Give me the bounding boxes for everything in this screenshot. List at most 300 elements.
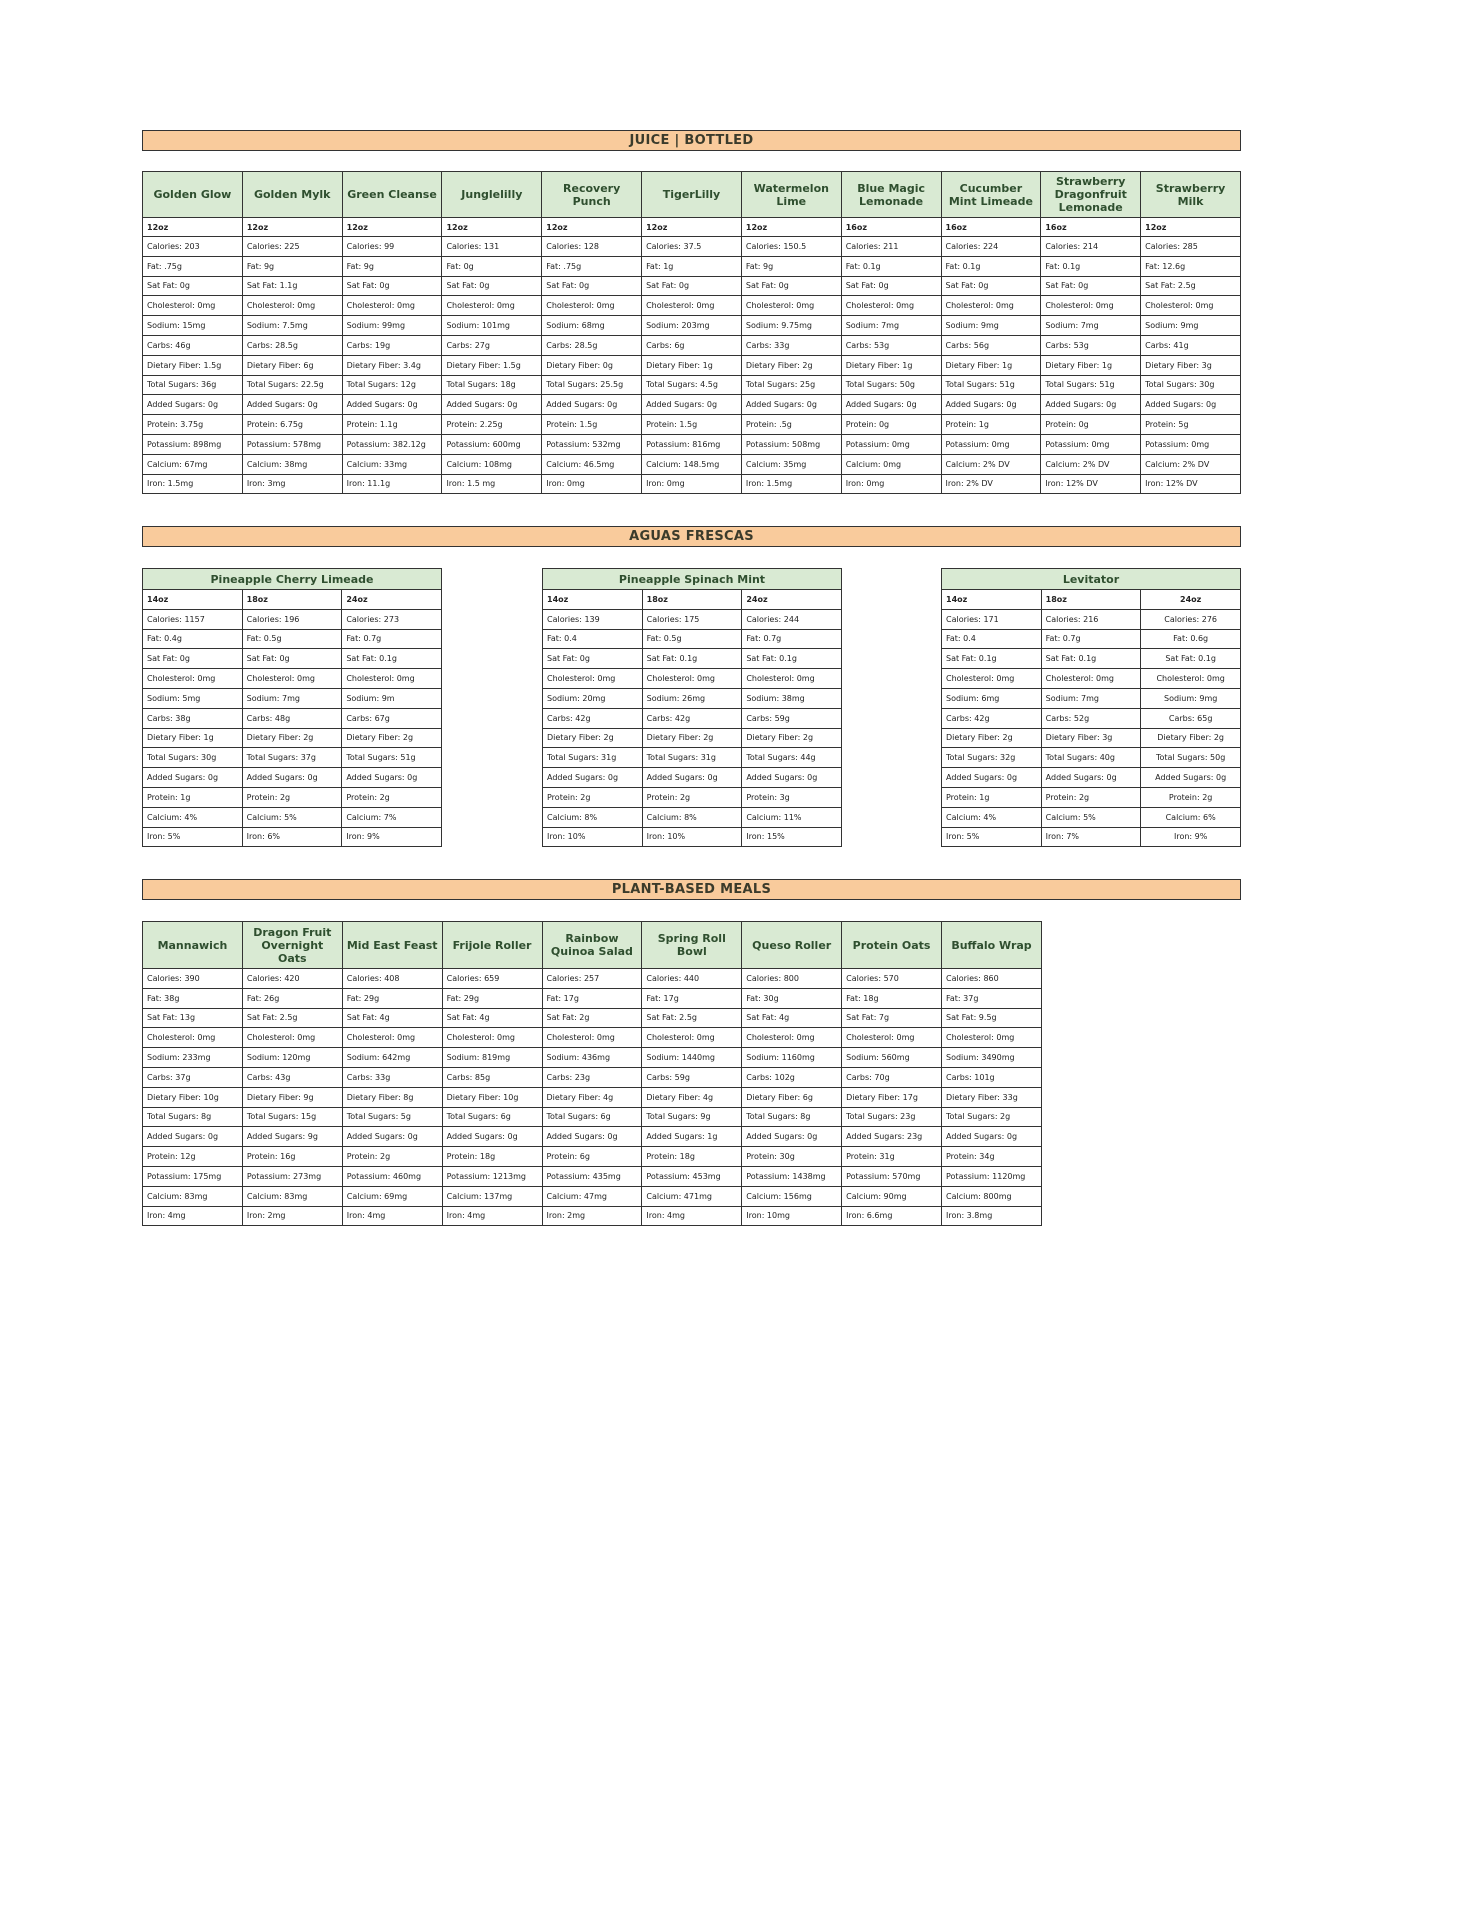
juice-cell: Calories: 203 [143,237,243,257]
meal-column-header: Mid East Feast [342,922,442,969]
juice-cell: Added Sugars: 0g [1141,395,1241,415]
meal-cell: Dietary Fiber: 10g [143,1087,243,1107]
juice-cell: Sodium: 101mg [442,316,542,336]
agua-nutrient-row [942,688,1241,708]
juice-cell: Fat: 1g [642,256,742,276]
juice-cell: Protein: 1.1g [342,415,442,435]
meal-cell: Sat Fat: 4g [742,1008,842,1028]
meal-cell: Carbs: 23g [542,1067,642,1087]
agua-cell: Cholesterol: 0mg [1141,669,1241,689]
meal-cell: Dietary Fiber: 9g [242,1087,342,1107]
agua-cell: Sodium: 9mg [1141,688,1241,708]
juice-cell: Added Sugars: 0g [841,395,941,415]
meal-cell: Cholesterol: 0mg [942,1028,1042,1048]
agua-cell: Sat Fat: 0.1g [942,649,1042,669]
agua-cell: Sat Fat: 0.1g [342,649,442,669]
juice-cell: Sat Fat: 0g [741,276,841,296]
juice-cell: Cholesterol: 0mg [1141,296,1241,316]
meal-cell: Sodium: 233mg [143,1048,243,1068]
meal-cell: Fat: 18g [842,988,942,1008]
juice-cell: Dietary Fiber: 2g [741,355,841,375]
juice-cell: Added Sugars: 0g [242,395,342,415]
juice-cell: Fat: 9g [342,256,442,276]
meal-cell: Total Sugars: 8g [143,1107,243,1127]
agua-cell: Fat: 0.7g [1041,629,1141,649]
meal-nutrient-row [143,1166,1042,1186]
juice-cell: Calcium: 33mg [342,454,442,474]
agua-nutrient-row [543,768,842,788]
meal-cell: Carbs: 85g [442,1067,542,1087]
agua-cell: Iron: 9% [342,827,442,847]
juice-cell: Total Sugars: 36g [143,375,243,395]
meals-section-title: PLANT-BASED MEALS [142,879,1241,900]
agua-nutrient-row [143,609,442,629]
meal-cell: Potassium: 1120mg [942,1166,1042,1186]
agua-nutrient-row [543,728,842,748]
juice-cell: Calcium: 2% DV [1041,454,1141,474]
agua-drink-name: Pineapple Cherry Limeade [143,569,442,590]
juice-cell: 12oz [1141,218,1241,237]
juice-cell: Iron: 2% DV [941,474,1041,494]
juice-nutrient-row [143,237,1241,257]
agua-cell: Total Sugars: 31g [642,748,742,768]
juice-nutrient-row [143,395,1241,415]
agua-cell: Cholesterol: 0mg [1041,669,1141,689]
meal-nutrient-row [143,969,1042,989]
meal-cell: Added Sugars: 0g [742,1127,842,1147]
meal-cell: Dietary Fiber: 10g [442,1087,542,1107]
meal-cell: Sat Fat: 9.5g [942,1008,1042,1028]
agua-cell: 18oz [242,590,342,610]
juice-column-header: Recovery Punch [542,172,642,218]
meal-cell: Calories: 659 [442,969,542,989]
juice-cell: Cholesterol: 0mg [841,296,941,316]
meal-column-header: Dragon Fruit Overnight Oats [242,922,342,969]
meal-cell: Fat: 29g [342,988,442,1008]
juice-cell: 12oz [442,218,542,237]
meal-cell: Iron: 4mg [143,1206,243,1226]
juice-cell: Cholesterol: 0mg [542,296,642,316]
juice-cell: Added Sugars: 0g [741,395,841,415]
agua-cell: Calcium: 6% [1141,807,1241,827]
meal-cell: Protein: 16g [242,1147,342,1167]
agua-cell: Calcium: 7% [342,807,442,827]
juice-cell: Carbs: 19g [342,335,442,355]
juice-cell: Dietary Fiber: 1g [941,355,1041,375]
juice-nutrient-row [143,375,1241,395]
meal-cell: Cholesterol: 0mg [442,1028,542,1048]
meal-column-header: Frijole Roller [442,922,542,969]
agua-cell: Iron: 7% [1041,827,1141,847]
agua-title-row [143,569,442,590]
meal-cell: Potassium: 453mg [642,1166,742,1186]
meal-nutrient-row [143,1028,1042,1048]
agua-cell: Sat Fat: 0g [242,649,342,669]
agua-cell: Protein: 2g [342,787,442,807]
juice-cell: Iron: 0mg [642,474,742,494]
juice-cell: Iron: 11.1g [342,474,442,494]
juice-cell: Cholesterol: 0mg [242,296,342,316]
agua-cell: Protein: 2g [1041,787,1141,807]
agua-cell: Fat: 0.4g [143,629,243,649]
juice-cell: Dietary Fiber: 6g [242,355,342,375]
agua-cell: Calories: 244 [742,609,842,629]
juice-cell: Calcium: 67mg [143,454,243,474]
meal-cell: Sodium: 1440mg [642,1048,742,1068]
agua-nutrient-row [942,609,1241,629]
juice-cell: Protein: 3.75g [143,415,243,435]
juice-cell: Fat: 0.1g [841,256,941,276]
juice-cell: 12oz [642,218,742,237]
meal-cell: Potassium: 435mg [542,1166,642,1186]
juice-nutrient-row [143,434,1241,454]
juice-cell: 12oz [242,218,342,237]
agua-cell: 24oz [742,590,842,610]
agua-nutrient-row [543,688,842,708]
agua-cell: Dietary Fiber: 2g [342,728,442,748]
agua-cell: Total Sugars: 32g [942,748,1042,768]
meal-cell: Iron: 4mg [442,1206,542,1226]
juice-cell: Protein: 0g [1041,415,1141,435]
juice-cell: Potassium: 532mg [542,434,642,454]
agua-cell: Carbs: 52g [1041,708,1141,728]
juice-cell: Sodium: 68mg [542,316,642,336]
juice-nutrient-row [143,335,1241,355]
agua-cell: Calcium: 5% [1041,807,1141,827]
juice-cell: Cholesterol: 0mg [642,296,742,316]
agua-cell: 14oz [543,590,643,610]
meal-cell: Potassium: 570mg [842,1166,942,1186]
agua-cell: Added Sugars: 0g [1041,768,1141,788]
meal-cell: Fat: 29g [442,988,542,1008]
juice-cell: Carbs: 28.5g [542,335,642,355]
juice-cell: Fat: 12.6g [1141,256,1241,276]
meal-cell: Iron: 10mg [742,1206,842,1226]
juice-cell: Carbs: 41g [1141,335,1241,355]
agua-cell: Calcium: 8% [543,807,643,827]
juice-cell: Cholesterol: 0mg [941,296,1041,316]
juice-cell: Added Sugars: 0g [642,395,742,415]
meal-cell: Calcium: 471mg [642,1186,742,1206]
agua-cell: Calories: 276 [1141,609,1241,629]
agua-cell: Total Sugars: 37g [242,748,342,768]
aguas-section-title: AGUAS FRESCAS [142,526,1241,547]
agua-cell: Sat Fat: 0.1g [1041,649,1141,669]
meal-cell: Carbs: 101g [942,1067,1042,1087]
juice-cell: Sat Fat: 0g [841,276,941,296]
juice-cell: Sodium: 7mg [841,316,941,336]
agua-cell: Carbs: 42g [942,708,1042,728]
meal-column-header: Queso Roller [742,922,842,969]
meal-column-header: Mannawich [143,922,243,969]
juice-cell: Protein: 6.75g [242,415,342,435]
meal-cell: Calories: 257 [542,969,642,989]
agua-nutrient-row [942,768,1241,788]
meal-cell: Carbs: 59g [642,1067,742,1087]
juice-nutrient-row [143,296,1241,316]
juice-cell: Iron: 0mg [542,474,642,494]
juice-cell: Sodium: 9mg [941,316,1041,336]
meal-cell: Carbs: 70g [842,1067,942,1087]
meal-cell: Dietary Fiber: 8g [342,1087,442,1107]
juice-cell: Total Sugars: 12g [342,375,442,395]
meal-cell: Fat: 30g [742,988,842,1008]
juice-cell: Sodium: 7.5mg [242,316,342,336]
juice-cell: Fat: 0g [442,256,542,276]
juice-cell: Sat Fat: 0g [941,276,1041,296]
meal-cell: Calories: 390 [143,969,243,989]
agua-cell: Sat Fat: 0.1g [1141,649,1241,669]
agua-cell: Total Sugars: 44g [742,748,842,768]
juice-cell: Cholesterol: 0mg [342,296,442,316]
meal-cell: Potassium: 175mg [143,1166,243,1186]
meal-cell: Added Sugars: 0g [542,1127,642,1147]
agua-cell: Carbs: 48g [242,708,342,728]
agua-cell: Calories: 175 [642,609,742,629]
juice-cell: Iron: 12% DV [1141,474,1241,494]
meal-cell: Calories: 860 [942,969,1042,989]
agua-cell: Added Sugars: 0g [242,768,342,788]
meal-cell: Calcium: 90mg [842,1186,942,1206]
meal-cell: Total Sugars: 6g [442,1107,542,1127]
juice-cell: Dietary Fiber: 0g [542,355,642,375]
agua-cell: Dietary Fiber: 1g [143,728,243,748]
agua-nutrient-row [143,649,442,669]
agua-cell: Protein: 2g [642,787,742,807]
meal-cell: Protein: 2g [342,1147,442,1167]
juice-nutrient-row [143,256,1241,276]
agua-drink-name: Levitator [942,569,1241,590]
juice-cell: Sat Fat: 0g [143,276,243,296]
agua-cell: Carbs: 42g [543,708,643,728]
agua-size-row [942,590,1241,610]
agua-nutrient-row [543,708,842,728]
meal-cell: Carbs: 37g [143,1067,243,1087]
juice-cell: Carbs: 53g [1041,335,1141,355]
meal-cell: Total Sugars: 6g [542,1107,642,1127]
agua-cell: Added Sugars: 0g [143,768,243,788]
meal-cell: Total Sugars: 5g [342,1107,442,1127]
juice-cell: Calcium: 2% DV [941,454,1041,474]
meal-cell: Iron: 2mg [542,1206,642,1226]
juice-cell: Fat: 9g [242,256,342,276]
agua-cell: Sodium: 26mg [642,688,742,708]
juice-cell: 16oz [841,218,941,237]
agua-cell: Protein: 2g [543,787,643,807]
agua-cell: Fat: 0.7g [342,629,442,649]
juice-cell: Iron: 1.5mg [143,474,243,494]
agua-title-row [942,569,1241,590]
agua-cell: Iron: 5% [143,827,243,847]
agua-cell: Dietary Fiber: 2g [642,728,742,748]
juice-section-title: JUICE | BOTTLED [142,130,1241,151]
agua-cell: Sat Fat: 0g [143,649,243,669]
agua-nutrient-row [942,748,1241,768]
juice-column-header: Watermelon Lime [741,172,841,218]
juice-nutrient-row [143,474,1241,494]
juice-cell: Calories: 224 [941,237,1041,257]
agua-cell: Added Sugars: 0g [742,768,842,788]
juice-column-header: Golden Glow [143,172,243,218]
agua-nutrient-row [942,787,1241,807]
meal-column-header: Rainbow Quinoa Salad [542,922,642,969]
juice-column-header: Cucumber Mint Limeade [941,172,1041,218]
meal-cell: Carbs: 102g [742,1067,842,1087]
juice-nutrient-row [143,276,1241,296]
juice-cell: Total Sugars: 50g [841,375,941,395]
agua-cell: Total Sugars: 31g [543,748,643,768]
agua-cell: Iron: 15% [742,827,842,847]
juice-cell: Protein: 2.25g [442,415,542,435]
meal-cell: Calcium: 83mg [242,1186,342,1206]
agua-nutrient-row [543,669,842,689]
agua-nutrient-row [143,688,442,708]
meal-cell: Sodium: 3490mg [942,1048,1042,1068]
meal-nutrient-row [143,1206,1042,1226]
meal-cell: Calcium: 69mg [342,1186,442,1206]
agua-cell: Cholesterol: 0mg [642,669,742,689]
juice-cell: 12oz [741,218,841,237]
meal-cell: Protein: 18g [442,1147,542,1167]
agua-cell: Calories: 196 [242,609,342,629]
meal-nutrient-row [143,1008,1042,1028]
agua-cell: Protein: 1g [942,787,1042,807]
juice-cell: Cholesterol: 0mg [143,296,243,316]
meal-cell: Sat Fat: 4g [342,1008,442,1028]
meal-cell: Calcium: 156mg [742,1186,842,1206]
juice-cell: Fat: 0.1g [1041,256,1141,276]
agua-nutrient-row [942,728,1241,748]
agua-nutrient-row [143,728,442,748]
meal-cell: Protein: 31g [842,1147,942,1167]
juice-cell: Total Sugars: 25.5g [542,375,642,395]
agua-cell: Calories: 216 [1041,609,1141,629]
juice-cell: Added Sugars: 0g [442,395,542,415]
juice-cell: Added Sugars: 0g [542,395,642,415]
meal-cell: Dietary Fiber: 6g [742,1087,842,1107]
meal-cell: Protein: 6g [542,1147,642,1167]
agua-size-row [543,590,842,610]
juice-cell: Protein: 5g [1141,415,1241,435]
meal-cell: Protein: 12g [143,1147,243,1167]
meal-cell: Calcium: 83mg [143,1186,243,1206]
agua-cell: Total Sugars: 30g [143,748,243,768]
agua-nutrient-row [543,807,842,827]
juice-cell: Potassium: 816mg [642,434,742,454]
juice-cell: Protein: 0g [841,415,941,435]
juice-cell: Potassium: 382.12g [342,434,442,454]
meal-cell: Cholesterol: 0mg [642,1028,742,1048]
juice-cell: 16oz [1041,218,1141,237]
agua-cell: Protein: 3g [742,787,842,807]
agua-cell: Calcium: 4% [143,807,243,827]
agua-nutrient-row [942,827,1241,847]
meal-cell: Sodium: 819mg [442,1048,542,1068]
agua-nutrient-row [942,807,1241,827]
agua-cell: Sodium: 9m [342,688,442,708]
meal-cell: Added Sugars: 23g [842,1127,942,1147]
agua-cell: Added Sugars: 0g [342,768,442,788]
meal-cell: Calories: 800 [742,969,842,989]
meal-cell: Sat Fat: 2.5g [642,1008,742,1028]
meal-cell: Sat Fat: 2.5g [242,1008,342,1028]
agua-cell: Sodium: 7mg [242,688,342,708]
meal-cell: Total Sugars: 9g [642,1107,742,1127]
agua-cell: Added Sugars: 0g [642,768,742,788]
juice-cell: Protein: 1g [941,415,1041,435]
agua-cell: Fat: 0.4 [543,629,643,649]
meal-cell: Added Sugars: 0g [942,1127,1042,1147]
agua-cell: Sat Fat: 0.1g [742,649,842,669]
meal-cell: Dietary Fiber: 33g [942,1087,1042,1107]
juice-cell: Dietary Fiber: 1.5g [143,355,243,375]
agua-cell: Fat: 0.5g [242,629,342,649]
juice-cell: Carbs: 27g [442,335,542,355]
agua-cell: Iron: 9% [1141,827,1241,847]
meal-cell: Carbs: 33g [342,1067,442,1087]
agua-nutrient-row [143,768,442,788]
juice-cell: Potassium: 0mg [841,434,941,454]
juice-column-header: Strawberry Dragonfruit Lemonade [1041,172,1141,218]
agua-table-pineapple-spinach-mint [542,568,842,847]
meal-cell: Dietary Fiber: 17g [842,1087,942,1107]
juice-cell: 12oz [542,218,642,237]
juice-cell: Calcium: 38mg [242,454,342,474]
agua-cell: Calories: 139 [543,609,643,629]
juice-cell: Dietary Fiber: 1g [642,355,742,375]
agua-nutrient-row [543,748,842,768]
juice-cell: Sat Fat: 2.5g [1141,276,1241,296]
juice-cell: Total Sugars: 25g [741,375,841,395]
meal-cell: Dietary Fiber: 4g [642,1087,742,1107]
juice-cell: Protein: .5g [741,415,841,435]
meal-nutrient-row [143,1067,1042,1087]
juice-cell: Sat Fat: 0g [342,276,442,296]
juice-cell: Potassium: 0mg [1041,434,1141,454]
agua-cell: Calcium: 5% [242,807,342,827]
agua-cell: Dietary Fiber: 2g [1141,728,1241,748]
meal-cell: Calcium: 47mg [542,1186,642,1206]
juice-cell: Cholesterol: 0mg [1041,296,1141,316]
agua-cell: Sat Fat: 0g [543,649,643,669]
juice-cell: Dietary Fiber: 3g [1141,355,1241,375]
juice-cell: Calories: 211 [841,237,941,257]
meal-cell: Iron: 4mg [642,1206,742,1226]
agua-cell: Fat: 0.4 [942,629,1042,649]
meal-cell: Cholesterol: 0mg [842,1028,942,1048]
agua-cell: Sat Fat: 0.1g [642,649,742,669]
juice-cell: Calories: 128 [542,237,642,257]
juice-cell: Sodium: 9.75mg [741,316,841,336]
agua-cell: 18oz [642,590,742,610]
juice-cell: Sat Fat: 1.1g [242,276,342,296]
meal-cell: Added Sugars: 1g [642,1127,742,1147]
meal-cell: Sodium: 1160mg [742,1048,842,1068]
meal-cell: Cholesterol: 0mg [242,1028,342,1048]
meal-cell: Cholesterol: 0mg [742,1028,842,1048]
juice-cell: Cholesterol: 0mg [442,296,542,316]
juice-cell: Iron: 3mg [242,474,342,494]
meal-cell: Calories: 408 [342,969,442,989]
juice-column-header: Golden Mylk [242,172,342,218]
agua-cell: 24oz [1141,590,1241,610]
juice-cell: Dietary Fiber: 3.4g [342,355,442,375]
meal-cell: Iron: 2mg [242,1206,342,1226]
juice-column-header: Green Cleanse [342,172,442,218]
juice-cell: Carbs: 28.5g [242,335,342,355]
juice-cell: Calcium: 0mg [841,454,941,474]
agua-nutrient-row [543,629,842,649]
